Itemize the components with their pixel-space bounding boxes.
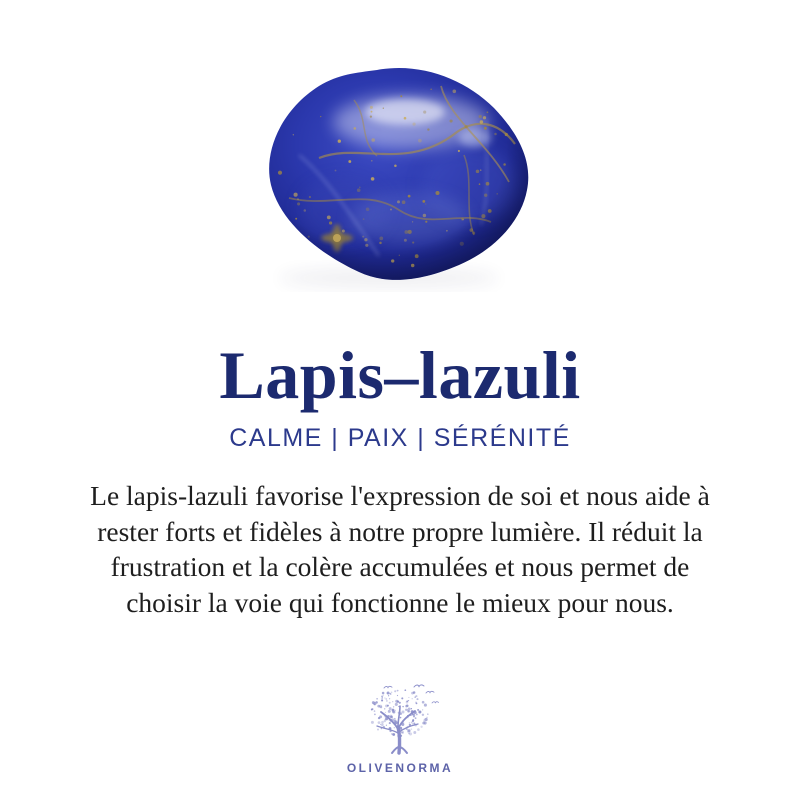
- brand-name: OLIVENORMA: [346, 761, 454, 776]
- description-line: Le lapis-lazuli favorise l'expression de soi et nous aide à: [90, 480, 710, 512]
- lapis-lazuli-stone-photo: [259, 60, 541, 292]
- brand-footer: [347, 680, 453, 775]
- description-line: choisir la voie qui fonctionne le mieux pour nous.: [126, 586, 674, 618]
- page-title: Lapis–lazuli: [219, 337, 581, 413]
- olivenorma-tree-logo: [358, 680, 442, 758]
- description-text: [10, 478, 790, 620]
- stone-illustration: [259, 60, 541, 292]
- keywords-subtitle: CALME | PAIX | SÉRÉNITÉ: [229, 424, 571, 453]
- description-line: frustration et la colère accumulées et nous permet de: [110, 551, 690, 583]
- description-line: rester forts et fidèles à notre propre lumière. Il réduit la: [97, 515, 703, 547]
